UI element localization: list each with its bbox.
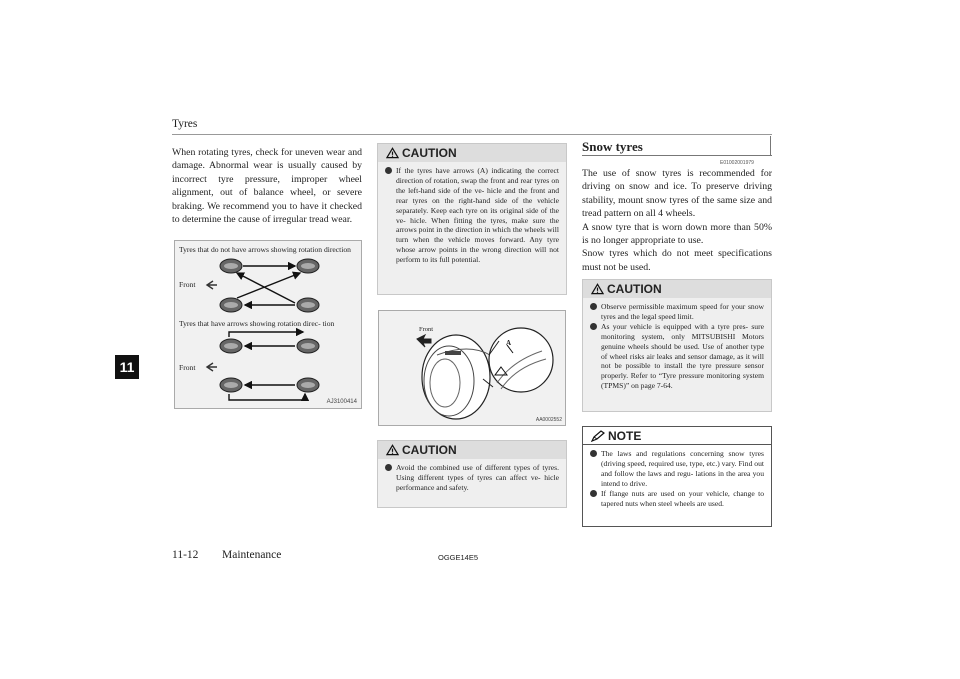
snow-paragraph: Snow tyres which do not meet specifications must not be used. [582, 248, 772, 273]
front-arrow-icon [417, 335, 431, 347]
caution-label: CAUTION [402, 443, 457, 457]
snow-paragraph: The use of snow tyres is recommended for driving on snow and ice. To preserve driving stability, mount snow tyres of the same size and tread pattern on all 4 wheels. [582, 168, 772, 220]
caution-box-3 [582, 279, 772, 412]
intro-paragraph: When rotating tyres, check for uneven wear and damage. Abnormal wear is usually caused by incorrect tyre pressure, improper wheel alignment, out of balance wheel, or severe braking. We recommend you to have it checked to determine the cause of irregular tread wear. [172, 147, 362, 226]
note-box [582, 426, 772, 527]
caution-item: If the tyres have arrows (A) indicating the correct direction of rotation, swap the front and rear tyres on the left-hand side of the ve- hicle and the front and rear tyres on the right-hand side of the vehicle separately. Keep each tyre on its original side of the ve- hicle. When fitting the tyres, make sure the arrows point in the direction in which the wheels will turn when the vehicle moves forward. Any tyre whose arrow points in the wrong direction will not perform to its full potential. [385, 166, 559, 265]
front-arrow-icon-2 [207, 363, 217, 371]
caution-box-2 [377, 440, 567, 508]
caution-item: Avoid the combined use of different types of tyres. Using different types of tyres can affect ve- hicle performance and safety. [385, 463, 559, 493]
column-3 [582, 167, 772, 274]
section-title: Tyres [172, 118, 198, 130]
rotation-figure [174, 240, 362, 409]
warning-triangle-icon [386, 147, 399, 159]
note-item: If flange nuts are used on your vehicle, change to tapered nuts when steel wheels are used. [590, 489, 764, 509]
header-rule [172, 134, 772, 135]
heading-rule [582, 155, 772, 156]
caution-label: CAUTION [402, 146, 457, 160]
warning-triangle-icon [386, 444, 399, 456]
column-1 [172, 146, 362, 226]
front-arrow-icon-1 [207, 281, 217, 289]
front-label-2: Front [179, 363, 196, 372]
caution-header [583, 280, 771, 298]
footer-section: Maintenance [222, 549, 282, 561]
tyre-figure-front-label: Front [419, 326, 434, 333]
warning-triangle-icon [591, 283, 604, 295]
tyre-figure-code: AA0002552 [535, 417, 562, 423]
note-header [583, 427, 771, 445]
arrows-caption: Tyres that have arrows showing rotation direc- tion [179, 319, 335, 328]
front-label-1: Front [179, 280, 196, 289]
tyre-icon [220, 339, 319, 392]
note-item: The laws and regulations concerning snow tyres (driving speed, required use, type, etc.) vary. Find out and follow the laws and regu- lations in the area you intend to drive. [590, 449, 764, 489]
caution-label: CAUTION [607, 282, 662, 296]
caution-item: Observe permissible maximum speed for your snow tyres and the legal speed limit. [590, 302, 764, 322]
heading-tick [770, 136, 771, 155]
caution-box-1 [377, 143, 567, 295]
doc-code: OGGE14E5 [438, 553, 479, 562]
tyre-figure-marker-label: A [506, 339, 512, 347]
tyre-arrow-illustration [379, 311, 566, 426]
caution-item: As your vehicle is equipped with a tyre pres- sure monitoring system, only MITSUBISHI Motors genuine wheels should be used. Use of another type of wheel risks air leaks and sensor damage, as it will not be possible to install the tyre pressure sensor properly. Refer to “Tyre pressure monitoring system (TPMS)” on page 7-64. [590, 322, 764, 391]
snow-tyres-heading: Snow tyres [582, 139, 643, 154]
chapter-tab: 11 [115, 355, 139, 379]
rotation-figure-code: AJ3100414 [326, 399, 357, 405]
tyre-figure [378, 310, 566, 426]
page-number: 11-12 [172, 549, 199, 561]
snow-paragraph: A snow tyre that is worn down more than 50% is no longer appropriate to use. [582, 221, 772, 247]
note-label: NOTE [608, 428, 642, 443]
rotation-diagram [175, 241, 362, 409]
note-pencil-icon [591, 430, 605, 442]
caution-header [378, 144, 566, 162]
caution-header [378, 441, 566, 459]
snow-tyres-code: E01002001979 [720, 160, 754, 166]
no-arrows-caption: Tyres that do not have arrows showing rotation direction [179, 245, 351, 254]
